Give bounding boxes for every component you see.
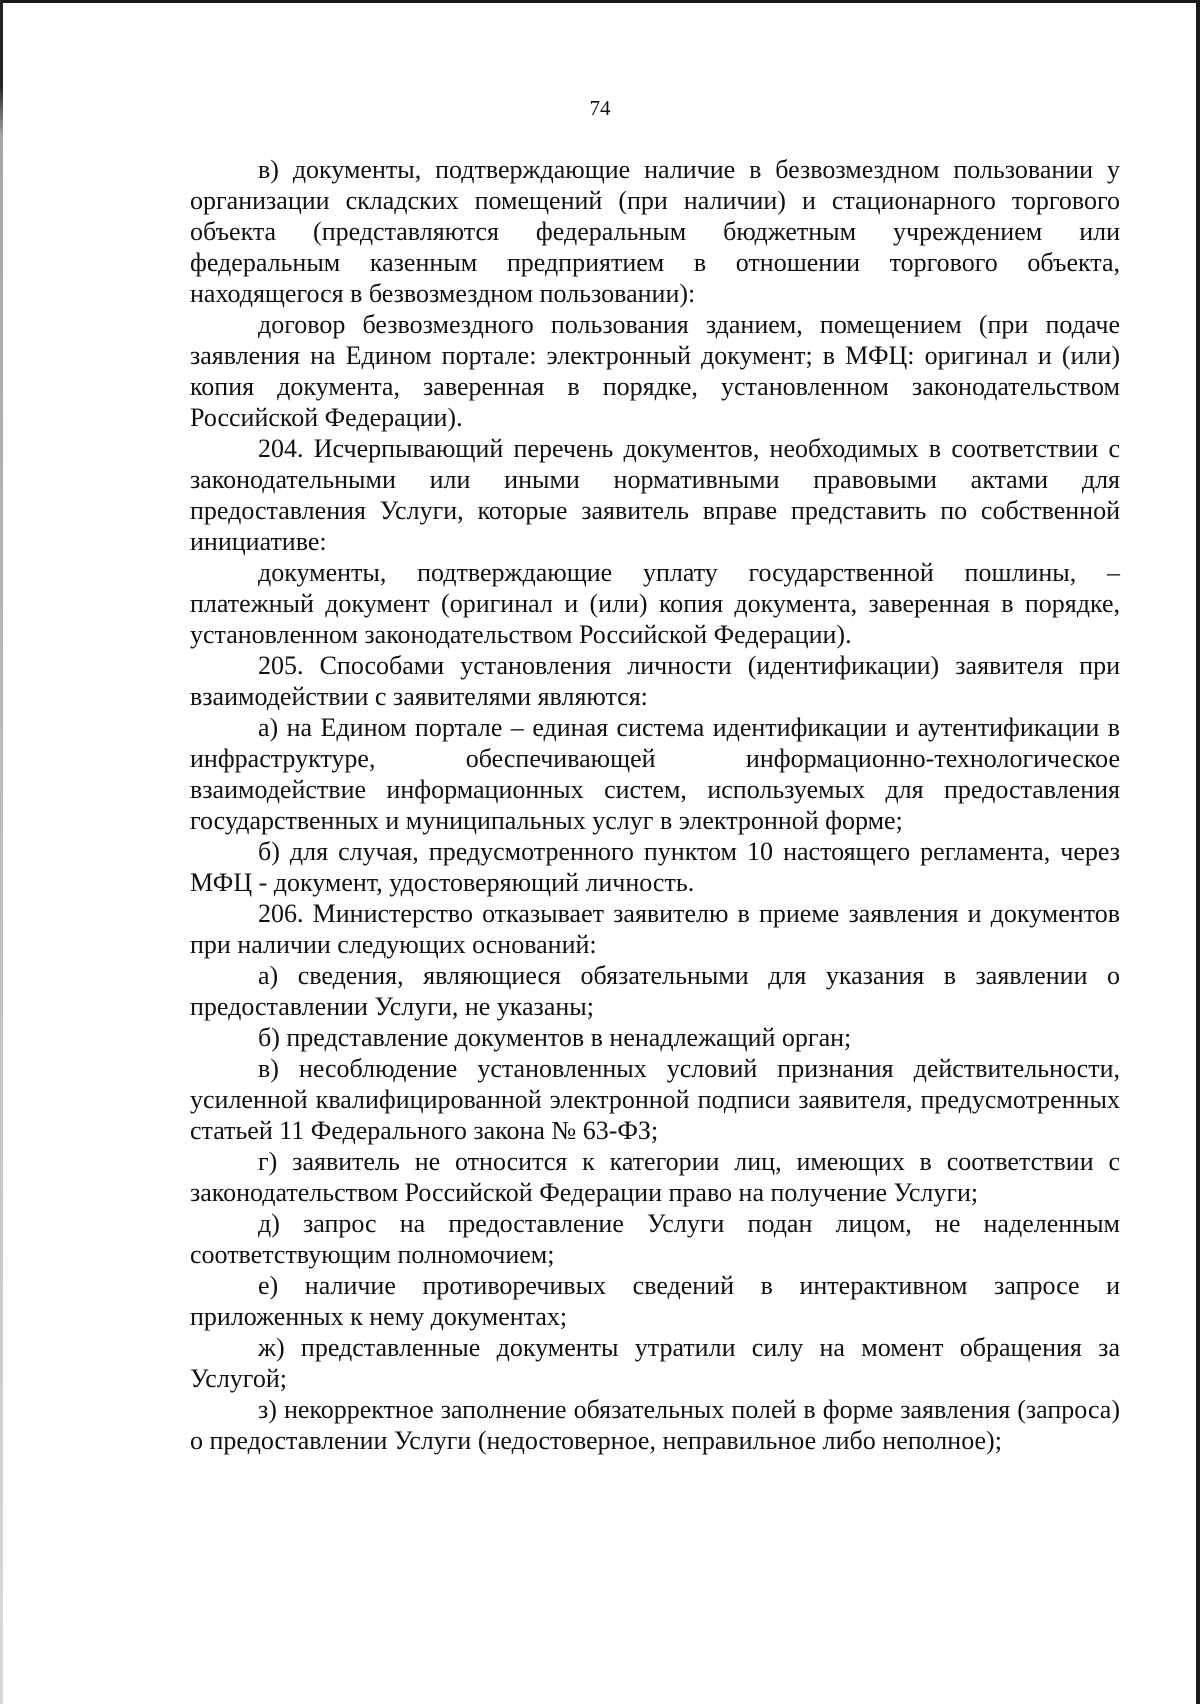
paragraph-206: 206. Министерство отказывает заявителю в приеме заявления и документов при наличии следующих оснований:: [190, 899, 1120, 959]
paragraph-204: 204. Исчерпывающий перечень документов, необходимых в соответствии с законодательными или иными нормативными правовыми актами для предоставления Услуги, которые заявитель вправе представить по собственной инициативе:: [190, 434, 1120, 556]
paragraph-206-e: е) наличие противоречивых сведений в интерактивном запросе и приложенных к нему документах;: [190, 1271, 1120, 1331]
document-body: [190, 154, 1120, 1456]
paragraph-205: 205. Способами установления личности (идентификации) заявителя при взаимодействии с заявителями являются:: [190, 651, 1120, 711]
paragraph-206-g: г) заявитель не относится к категории лиц, имеющих в соответствии с законодательством Российской Федерации право на получение Услуги;: [190, 1147, 1120, 1207]
paragraph-205-b: б) для случая, предусмотренного пунктом 10 настоящего регламента, через МФЦ - документ, удостоверяющий личность.: [190, 837, 1120, 897]
paragraph-206-v: в) несоблюдение установленных условий признания действительности, усиленной квалифицированной электронной подписи заявителя, предусмотренных статьей 11 Федерального закона № 63-ФЗ;: [190, 1054, 1120, 1145]
scan-edge-right: [1196, 0, 1200, 1704]
paragraph-free-use-agreement: договор безвозмездного пользования зданием, помещением (при подаче заявления на Едином портале: электронный документ; в МФЦ: оригинал и (или) копия документа, заверенная в порядке, установленном законодательством Российской Федерации).: [190, 310, 1120, 432]
paragraph-206-z: з) некорректное заполнение обязательных полей в форме заявления (запроса) о предоставлении Услуги (недостоверное, неправильное либо неполное);: [190, 1395, 1120, 1455]
paragraph-206-zh: ж) представленные документы утратили силу на момент обращения за Услугой;: [190, 1333, 1120, 1393]
paragraph-v-documents: в) документы, подтверждающие наличие в безвозмездном пользовании у организации складских помещений (при наличии) и стационарного торгового объекта (представляются федеральным бюджетным учреждением или федеральным казенным предприятием в отношении торгового объекта, находящегося в безвозмездном пользовании):: [190, 155, 1120, 308]
scan-edge-top: [0, 0, 1200, 3]
paragraph-206-a: а) сведения, являющиеся обязательными для указания в заявлении о предоставлении Услуги, не указаны;: [190, 961, 1120, 1021]
paragraph-206-d: д) запрос на предоставление Услуги подан лицом, не наделенным соответствующим полномочием;: [190, 1209, 1120, 1269]
paragraph-206-b: б) представление документов в ненадлежащий орган;: [258, 1023, 852, 1052]
paragraph-state-duty: документы, подтверждающие уплату государственной пошлины, – платежный документ (оригинал и (или) копия документа, заверенная в порядке, установленном законодательством Российской Федерации).: [190, 558, 1120, 649]
page-number: 74: [589, 96, 611, 120]
paragraph-205-a: а) на Едином портале – единая система идентификации и аутентификации в инфраструктуре, обеспечивающей информационно-технологическое взаимодействие информационных систем, используемых для предоставления государственных и муниципальных услуг в электронной форме;: [190, 713, 1120, 835]
scan-edge-left: [0, 0, 3, 1704]
